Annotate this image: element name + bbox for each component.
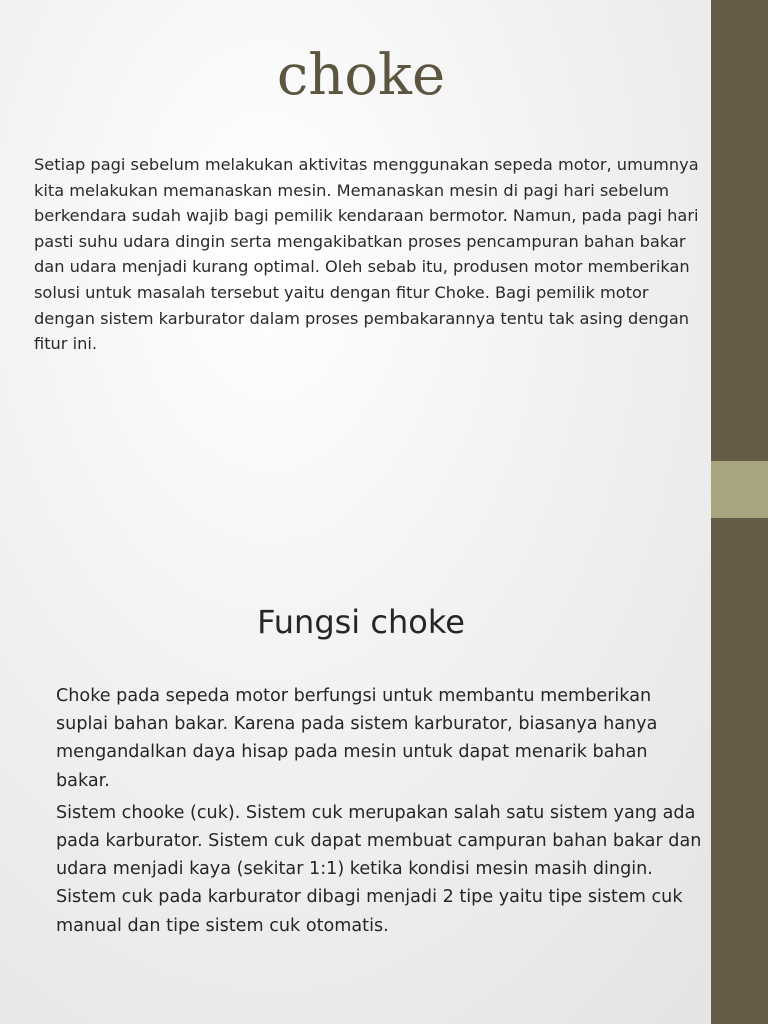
decorative-sidebar-accent (711, 461, 768, 518)
section-heading: Fungsi choke (257, 603, 465, 641)
page-title: choke (276, 43, 446, 108)
section-paragraph-1: Choke pada sepeda motor berfungsi untuk membantu memberikan suplai bahan bakar. Karena pada sistem karburator, biasanya hanya mengandalkan daya hisap pada mesin untuk dapat menarik bahan bakar. (56, 686, 658, 791)
section-body (56, 682, 706, 944)
intro-paragraph: Setiap pagi sebelum melakukan aktivitas menggunakan sepeda motor, umumnya kita melakukan memanaskan mesin. Memanaskan mesin di pagi hari sebelum berkendara sudah wajib bagi pemilik kendaraan bermotor. Namun, pada pagi hari pasti suhu udara dingin serta mengakibatkan proses pencampuran bahan bakar dan udara menjadi kurang optimal. Oleh sebab itu, produsen motor memberikan solusi untuk masalah tersebut yaitu dengan fitur Choke. Bagi pemilik motor dengan sistem karburator dalam proses pembakarannya tentu tak asing dengan fitur ini. (34, 155, 699, 354)
section-paragraph-2: Sistem chooke (cuk). Sistem cuk merupakan salah satu sistem yang ada pada karburator. Sistem cuk dapat membuat campuran bahan bakar dan udara menjadi kaya (sekitar 1:1) ketika kondisi mesin masih dingin. Sistem cuk pada karburator dibagi menjadi 2 tipe yaitu tipe sistem cuk manual dan tipe sistem cuk otomatis. (56, 802, 702, 936)
